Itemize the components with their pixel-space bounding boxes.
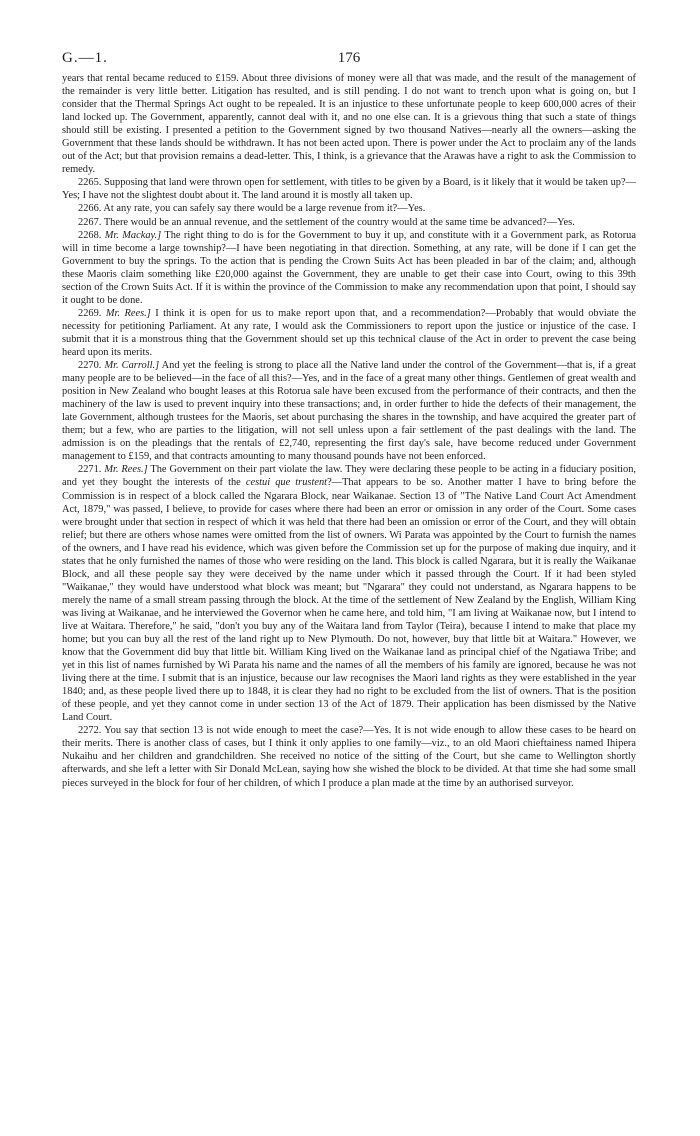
paragraph-text: The right thing to do is for the Government to buy it up, and constitute with it a Government park, as Rotorua will in time become a large township?—I have been negotiating in that direction. Something, at any rate, will be done if I can get the Government to buy the springs. To the action that is pending the Crown Suits Act has been pleaded in bar of the claim; and, although these Maoris claim something like £20,000 against the Government, they are unable to get their case into Court, owing to this 39th section of the Crown Suits Act. If it is within the province of the Commission to make any recommendation upon that point, I should say it ought to be done. <box>62 229 636 306</box>
paragraph-2272 <box>62 724 636 789</box>
paragraph-text: At any rate, you can safely say there would be a large revenue from it?—Yes. <box>103 203 426 215</box>
paragraph-text: years that rental became reduced to £159. About three divisions of money were all that was made, and the result of the management of the remainder is very little better. Litigation has resulted, and is still pending. I do not want to trench upon what is going on, but I consider that the Thermal Springs Act ought to be repealed. It is an injustice to these unfortunate people to keep 600,000 acres of their land locked up. The Government, apparently, cannot deal with it, and no one else can. It is a grievous thing that such a state of things should still be existing. I presented a petition to the Government signed by two thousand Natives—nearly all the owners—asking the Government that these lands should be withdrawn. It has not been acted upon. There is power under the Act to proclaim any of the lands out of the Act; but that provision remains a dead-letter. This, I think, is a grievance that the Arawas have a right to ask the Commission to remedy. <box>62 73 636 176</box>
speaker-name: Mr. Rees.] <box>104 464 148 476</box>
question-number: 2268. <box>78 229 102 241</box>
document-body <box>62 72 636 790</box>
speaker-name: Mr. Mackay.] <box>104 229 162 241</box>
paragraph-2269 <box>62 307 636 359</box>
paragraph-continuation <box>62 72 636 176</box>
parliamentary-series-label: G.—1. <box>62 50 108 66</box>
paragraph-2265 <box>62 176 636 202</box>
paragraph-text: I think it is open for us to make report upon that, and a recommendation?—Probably that would obviate the necessity for petitioning Parliament. At any rate, I would ask the Commissioners to report upon the justice or injustice of the case. I submit that it is a monstrous thing that the Government should set up this technical clause of the Act in order to prevent the case being heard upon its merits. <box>62 307 636 358</box>
question-number: 2267. <box>78 216 102 228</box>
paragraph-text: You say that section 13 is not wide enough to meet the case?—Yes. It is not wide enough to allow these cases to be heard on their merits. There is another class of cases, but I think it only applies to one family—viz., to an old Maori chieftainess named Ihipera Nukaihu and her children and grandchildren. She received no notice of the sitting of the Court, but she came to Wellington shortly afterwards, and she left a letter with Sir Donald McLean, saying how she wished the block to be divided. At that time she had some small pieces surveyed in the block for four of her children, of which I produce a plan made at the time by an authorised surveyor. <box>62 725 637 789</box>
question-number: 2266. <box>78 203 102 215</box>
question-number: 2269. <box>78 307 102 319</box>
question-number: 2271. <box>78 464 102 476</box>
question-number: 2270. <box>78 360 102 372</box>
paragraph-2266 <box>62 202 636 215</box>
question-number: 2272. <box>78 725 102 737</box>
page-header <box>62 0 636 72</box>
paragraph-text: And yet the feeling is strong to place all the Native land under the control of the Government—that is, if a great many people are to be believed—in the face of all this?—Yes, and in the face of a great many other things. Gentlemen of great wealth and position in New Zealand who bought leases at this Rotorua sale have been excused from the performance of their contracts, and then the machinery of the law is used to prevent inquiry into these transactions; and, in order further to hide the defects of their management, the late Government, although trustees for the Maoris, set about purchasing the shares in the township, and have acquired the greater part of them; but a few, who are parties to the litigation, will not sell unless upon a fair settlement of the past dealings with the land. The admission is on the pleadings that the rentals of £2,740, representing the first day's sale, have become reduced under Government management to £159, and that contracts amounting to many thousand pounds have not been enforced. <box>62 360 636 463</box>
paragraph-2268 <box>62 229 636 307</box>
paragraph-text: ?—That appears to be so. Another matter I have to bring before the Commission is in respect of a block called the Ngarara Block, near Waikanae. Section 13 of "The Native Land Court Act Amendment Act, 1879," was passed, I believe, to provide for cases where there had been an error or omission in any order of the Court. Some cases were brought under that section in respect of which it was held that there had been an omission or error of the Court, and they will obtain relief; but there are others whose names were omitted from the list of owners. Wi Parata was appointed by the Court to furnish the names of the owners, and I have read his evidence, which was given before the Commission set up for the purpose of making due inquiry, and it states that he only furnished the names of those who were residing on the land. This block is called Ngarara, but it is really the Waikanae Block, and all these people say they were deceived by the name under which it passed through the Court. If it had been styled "Waikanae," they would have understood what block was meant; but "Ngarara" they could not understand, as Ngarara happens to be merely the name of a small stream passing through the block. At the time of the settlement of New Zealand by the English, William King was living at Waikanae, and he interviewed the Governor when he came here, and told him, "I am living at Waikanae now, but I intend to live at Waitara. Therefore," he said, "don't you buy any of the Waitara land from Taylor (Teira), because I intend to make that place my home; but you can buy all the rest of the land right up to New Plymouth. Do not, however, buy that little bit at Waitara." However, we know that the Government did buy that little bit. William King lived on the Waikanae land as principal chief of the Ngatiawa Tribe; and yet in this list of names furnished by Wi Parata his name and the names of all the members of his family are ignored, because he was not living there at the time. I submit that is an injustice, because our law recognises the Maori land rights as they were established in the year 1840; and, as these people lived there up to 1848, it is clear they had no right to be excluded from the list of owners. That is the position of these people, and yet they cannot come in under section 13 of the Act of 1879. Their application has been dismissed by the Native Land Court. <box>62 477 637 724</box>
speaker-name: Mr. Rees.] <box>105 307 151 319</box>
paragraph-text-lead: The Government on their part violate the law. They were declaring these people to be acting in a fiduciary position, and yet they bought the interests of the <box>62 464 636 489</box>
paragraph-text: Supposing that land were thrown open for settlement, with titles to be given by a Board, is it likely that it would be taken up?—Yes; I have not the slightest doubt about it. The land around it is mostly all taken up. <box>62 177 636 202</box>
page-number: 176 <box>337 50 361 66</box>
paragraph-text: There would be an annual revenue, and the settlement of the country would at the same time be advanced?—Yes. <box>103 216 575 228</box>
paragraph-2267 <box>62 216 636 229</box>
latin-term: cestui que trustent <box>245 477 328 489</box>
paragraph-2270 <box>62 359 636 463</box>
speaker-name: Mr. Carroll.] <box>104 360 160 372</box>
paragraph-2271 <box>62 463 636 724</box>
question-number: 2265. <box>78 177 102 189</box>
